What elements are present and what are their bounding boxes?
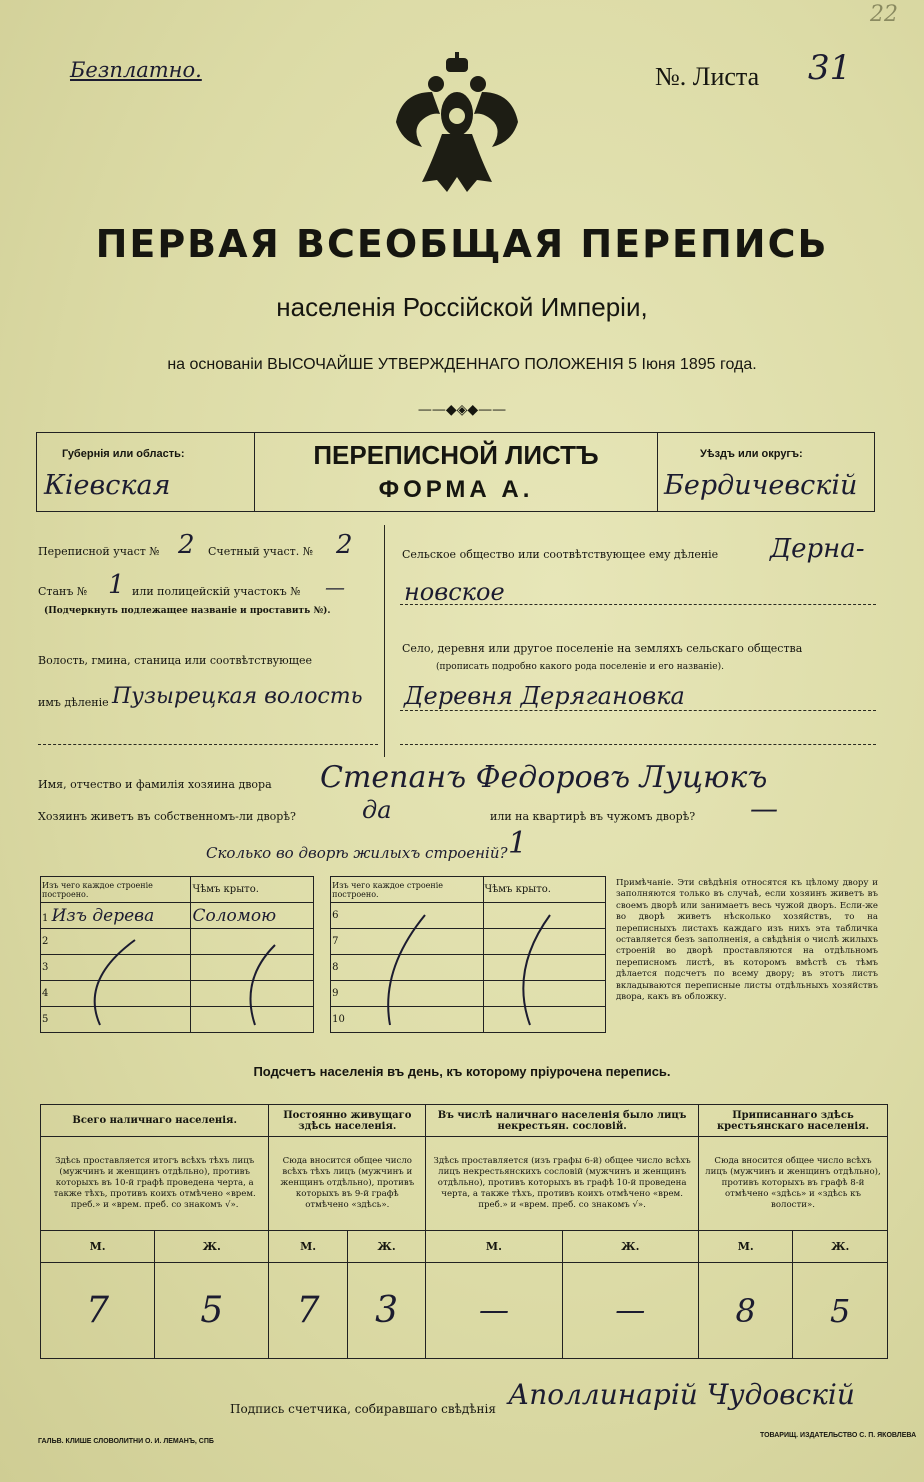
- corner-number: 22: [870, 2, 898, 27]
- female-label: Ж.: [347, 1231, 425, 1263]
- selo-note: (прописать подробно какого рода поселеніе и его названіе).: [436, 662, 724, 672]
- obshchestvo-value-2: новское: [404, 578, 505, 606]
- entry-roof: Соломою: [191, 903, 314, 929]
- free-label: Безплатно.: [70, 58, 202, 82]
- main-title: ПЕРВАЯ ВСЕОБЩАЯ ПЕРЕПИСЬ: [95, 222, 829, 266]
- table-crossout-strokes: [40, 900, 606, 1030]
- col-material-right: Изъ чего каждое строеніе построено.: [331, 877, 483, 903]
- form-subtitle: ФОРМА А.: [378, 476, 534, 503]
- pop-value-female: 5: [793, 1263, 888, 1359]
- police-uchastok-value: —: [325, 575, 345, 599]
- pop-col-desc: Сюда вносится общее число всѣхъ лицъ (мужчинъ и женщинъ отдѣльно), противъ которыхъ въ графѣ 8-й отмѣчено «здѣсь» и «здѣсь къ волости».: [698, 1137, 887, 1231]
- col-material-left: Изъ чего каждое строеніе построено.: [41, 877, 191, 903]
- stan-value: 1: [108, 570, 125, 600]
- pop-value-male: 7: [41, 1263, 155, 1359]
- owner-name-value: Степанъ Федоровъ Луцюкъ: [320, 760, 768, 795]
- selo-blank-line: [400, 744, 876, 745]
- sheet-number-value: 31: [808, 48, 852, 88]
- sheet-number-label: №. Листа: [655, 62, 760, 91]
- pop-col-header: Въ числѣ наличнаго населенія было лицъ некрестьян. сословій.: [426, 1105, 699, 1137]
- owner-rent-value: —: [750, 792, 778, 825]
- population-title: Подсчетъ населенія въ день, къ которому пріурочена перепись.: [253, 1064, 671, 1079]
- owner-rent-label: или на квартирѣ въ чужомъ дворѣ?: [490, 810, 696, 823]
- selo-value: Деревня Дерягановка: [404, 682, 685, 710]
- owner-own-yard-value: да: [362, 796, 392, 824]
- buildings-count-label: Сколько во дворѣ жилыхъ строеній?: [206, 844, 508, 862]
- enumerator-signature: Аполлинарій Чудовскій: [508, 1378, 855, 1411]
- table-row: 1 Изъ дерева Соломою 6: [41, 903, 606, 929]
- pop-col-desc: Здѣсь проставляется итогъ всѣхъ тѣхъ лицъ (мужчинъ и женщинъ отдѣльно), противъ которыхъ въ 10-й графѣ проведена черта, а также тѣхъ, противъ коихъ отмѣчено «врем. преб.» и «врем. преб. со знакомъ √».: [41, 1137, 269, 1231]
- male-label: М.: [41, 1231, 155, 1263]
- pop-value-female: 5: [155, 1263, 269, 1359]
- gubernia-label: Губернія или область:: [62, 448, 185, 460]
- footer-printer-right: ТОВАРИЩ. ИЗДАТЕЛЬСТВО С. П. ЯКОВЛЕВА: [760, 1432, 917, 1439]
- owner-name-label: Имя, отчество и фамилія хозяина двора: [38, 778, 272, 791]
- pop-value-female: —: [562, 1263, 698, 1359]
- uezd-label: Уѣздъ или округъ:: [700, 448, 803, 460]
- stan-label: Станъ №: [38, 585, 88, 598]
- female-label: Ж.: [793, 1231, 888, 1263]
- female-label: Ж.: [562, 1231, 698, 1263]
- pop-col-desc: Здѣсь проставляется (изъ графы 6-й) общее число всѣхъ лицъ некрестьянскихъ сословій (мужчинъ и женщинъ отдѣльно), противъ которыхъ въ графѣ 10-й проведена черта, а также тѣхъ, противъ коихъ отмѣчено «врем. преб.» и «врем. преб. со знакомъ √».: [426, 1137, 699, 1231]
- obshchestvo-label: Сельское общество или соотвѣтствующее ему дѣленіе: [402, 548, 719, 561]
- imperial-eagle-emblem: [392, 52, 522, 202]
- obshchestvo-line: [400, 604, 876, 605]
- pop-value-male: 8: [698, 1263, 792, 1359]
- schetny-uchastok-value: 2: [336, 530, 353, 560]
- subtitle: населенія Россійской Имперіи,: [276, 292, 648, 322]
- col-roof-left: Чѣмъ крыто.: [191, 877, 314, 903]
- underline-note: (Подчеркнуть подлежащее названіе и проставить №).: [44, 606, 331, 616]
- buildings-count-value: 1: [508, 826, 528, 861]
- pop-col-header: Постоянно живущаго здѣсь населенія.: [269, 1105, 426, 1137]
- perepis-uchastok-value: 2: [178, 530, 195, 560]
- uezd-value: Бердичевскій: [664, 470, 858, 501]
- pop-value-female: 3: [347, 1263, 425, 1359]
- signature-label: Подпись счетчика, собиравшаго свѣдѣнія: [230, 1402, 496, 1416]
- police-uchastok-label: или полицейскій участокъ №: [132, 585, 301, 598]
- male-label: М.: [698, 1231, 792, 1263]
- selo-label: Село, деревня или другое поселеніе на земляхъ сельскаго общества: [402, 642, 803, 655]
- pop-col-header: Приписаннаго здѣсь крестьянскаго населенія.: [698, 1105, 887, 1137]
- volost-value: Пузырецкая волость: [112, 684, 363, 709]
- table-row: 5 10: [41, 1007, 606, 1033]
- section-divider: [384, 525, 385, 757]
- col-roof-right: Чѣмъ крыто.: [483, 877, 606, 903]
- owner-own-yard-label: Хозяинъ живетъ въ собственномъ-ли дворѣ?: [38, 810, 296, 823]
- footer-printer-left: ГАЛЬВ. КЛИШЕ СЛОВОЛИТНИ О. И. ЛЕМАНЪ, СПБ: [38, 1438, 214, 1445]
- perepis-uchastok-label: Переписной участ №: [38, 545, 160, 558]
- buildings-note: Примѣчаніе. Эти свѣдѣнія относятся къ цѣлому двору и заполняются только въ случаѣ, если хозяинъ живетъ въ своемъ дворѣ или занимаетъ весь чужой дворъ. Если-же во дворѣ живетъ нѣсколько хозяйствъ, то на переписныхъ листахъ каждаго изъ нихъ эта табличка оставляется безъ заполненія, а свѣдѣнія о числѣ жилыхъ строеній во дворѣ проставляются на отдѣльномъ переписномъ листѣ, въ которомъ вмѣстѣ съ тѣмъ дѣлается подсчетъ по всему двору; въ этотъ листъ вкладываются переписные листы отдѣльныхъ хозяйствъ двора, какъ въ обложку.: [616, 878, 878, 1003]
- gubernia-value: Кіевская: [44, 470, 171, 501]
- table-row: 2 7: [41, 929, 606, 955]
- pop-col-header: Всего наличнаго населенія.: [41, 1105, 269, 1137]
- form-title: ПЕРЕПИСНОЙ ЛИСТЪ: [313, 440, 599, 470]
- ornament-divider: ——◆◈◆——: [417, 402, 507, 418]
- population-table: [40, 1104, 888, 1359]
- entry-material: Изъ дерева: [51, 905, 155, 926]
- male-label: М.: [426, 1231, 562, 1263]
- male-label: М.: [269, 1231, 347, 1263]
- population-values-row: [41, 1263, 888, 1359]
- obshchestvo-value-1: Дерна-: [770, 534, 865, 564]
- pop-value-male: —: [426, 1263, 562, 1359]
- pop-value-male: 7: [269, 1263, 347, 1359]
- volost-label-2: имъ дѣленіе: [38, 696, 109, 709]
- selo-line: [400, 710, 876, 711]
- pop-col-desc: Сюда вносится общее число всѣхъ тѣхъ лицъ (мужчинъ и женщинъ отдѣльно), противъ которыхъ въ 9-й графѣ отмѣчено «здѣсь».: [269, 1137, 426, 1231]
- female-label: Ж.: [155, 1231, 269, 1263]
- volost-blank-line: [38, 744, 378, 745]
- schetny-uchastok-label: Счетный участ. №: [208, 545, 314, 558]
- volost-label-1: Волость, гмина, станица или соотвѣтствующее: [38, 654, 312, 667]
- table-row: 3 8: [41, 955, 606, 981]
- table-row: 4 9: [41, 981, 606, 1007]
- legal-basis: на основаніи ВЫСОЧАЙШЕ УТВЕРЖДЕННАГО ПОЛОЖЕНІЯ 5 Іюня 1895 года.: [167, 356, 757, 373]
